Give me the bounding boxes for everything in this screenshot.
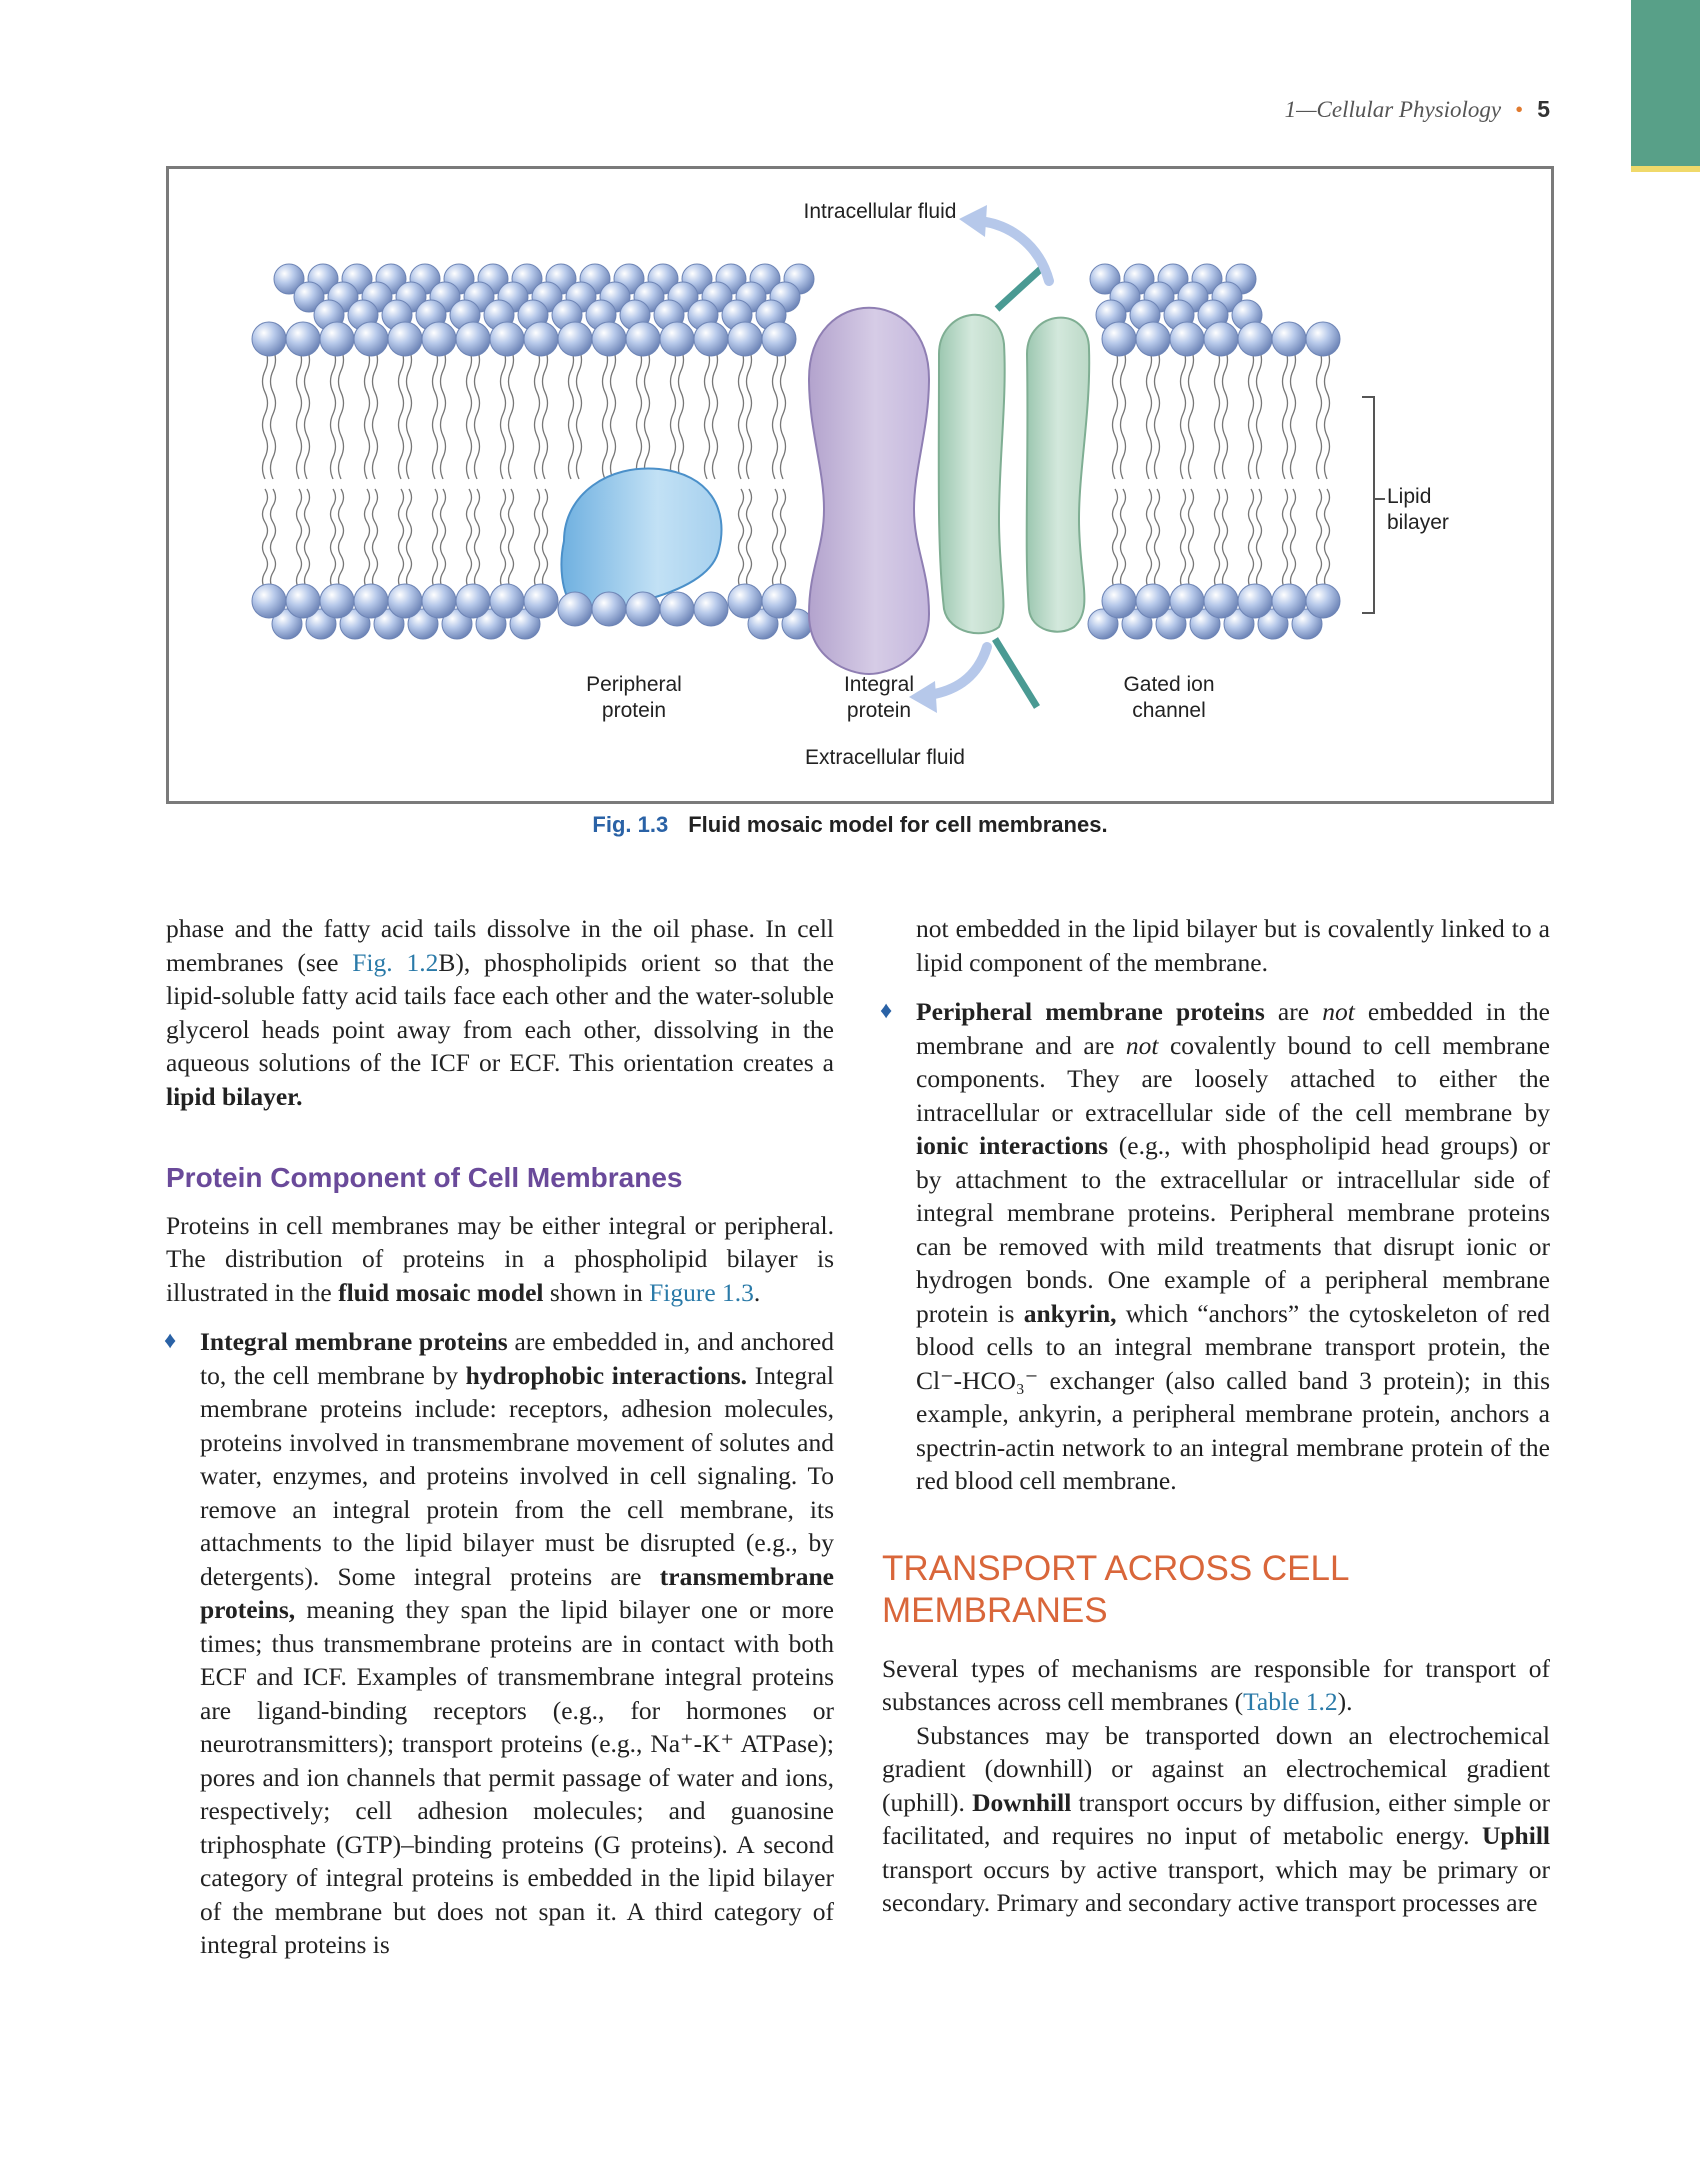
fatty-acid-tail — [781, 489, 786, 589]
phospholipid-head — [456, 322, 490, 356]
text-run: (e.g., with phospholipid head groups) or by attachment to the extracellular or intracellular side of integral membrane proteins. Peripheral membrane proteins can be removed with mild treatments that disrupt ionic or hydrogen bonds. One example of a peripheral membrane protein is — [916, 1131, 1550, 1328]
paragraph-lipid-bilayer — [166, 912, 834, 1113]
fatty-acid-tail — [407, 489, 412, 589]
fatty-acid-tail — [373, 489, 378, 589]
fatty-acid-tail — [433, 349, 438, 479]
phospholipid-head — [1238, 322, 1272, 356]
fatty-acid-tail — [297, 349, 302, 479]
fatty-acid-tail — [1249, 349, 1254, 479]
fatty-acid-tail — [1223, 489, 1228, 589]
phospholipid-head — [1102, 322, 1136, 356]
phospholipid-head — [286, 322, 320, 356]
term-lipid-bilayer: lipid bilayer. — [166, 1081, 303, 1111]
fatty-acid-tail — [399, 349, 404, 479]
phospholipid-head — [1204, 584, 1238, 618]
right-column — [882, 912, 1550, 1920]
phospholipid-head — [456, 584, 490, 618]
emphasis-not: not — [1125, 1030, 1159, 1060]
phospholipid-head — [1102, 584, 1136, 618]
bilayer-label-line2: bilayer — [1387, 511, 1449, 534]
gated-label-line1: Gated ion — [1123, 673, 1215, 696]
fatty-acid-tail — [1257, 349, 1262, 479]
fatty-acid-tail — [569, 349, 574, 479]
text-run: Integral membrane proteins include: receptors, adhesion molecules, proteins involved in transmembrane movement of solutes and water, enzymes, and proteins involved in cell signaling. To remove an integral protein from the cell membrane, its attachments to the lipid bilayer must be disrupted (e.g., by detergents). Some integral proteins are — [200, 1360, 834, 1591]
phospholipid-head — [422, 584, 456, 618]
phospholipid-head — [1170, 584, 1204, 618]
chapter-tab — [1631, 0, 1700, 166]
phospholipid-head — [558, 592, 592, 626]
bullet-integral-proteins — [166, 1325, 834, 1962]
fatty-acid-tail — [679, 349, 684, 479]
term-uphill: Uphill — [1481, 1821, 1550, 1850]
phospholipid-head — [1170, 322, 1204, 356]
phospholipid-head — [694, 322, 728, 356]
fatty-acid-tail — [271, 489, 276, 589]
fatty-acid-tail — [475, 489, 480, 589]
fatty-acid-tail — [1223, 349, 1228, 479]
text-run: transport occurs by active transport, which may be primary or secondary. Primary and secondary active transport processes are — [882, 1854, 1550, 1917]
gated-label-line2: channel — [1132, 699, 1206, 722]
fatty-acid-tail — [339, 349, 344, 479]
fatty-acid-tail — [263, 349, 268, 479]
paragraph-proteins — [166, 1209, 834, 1310]
fatty-acid-tail — [407, 349, 412, 479]
ion-channel-left-subunit — [939, 315, 1005, 633]
phospholipid-head — [524, 584, 558, 618]
phospholipid-head — [1238, 584, 1272, 618]
text-run: embedded in the membrane and are — [916, 997, 1550, 1060]
integral-label-line1: Integral — [843, 673, 915, 696]
integral-label-line2: protein — [846, 699, 912, 722]
term-hydrophobic-interactions: hydrophobic interactions. — [465, 1360, 748, 1390]
phospholipid-head — [694, 592, 728, 626]
fatty-acid-tail — [747, 349, 752, 479]
phospholipid-head — [1136, 584, 1170, 618]
fatty-acid-tail — [467, 349, 472, 479]
fatty-acid-tail — [645, 349, 650, 479]
channel-gate-top — [997, 267, 1043, 309]
text-run: which “anchors” the cytoskeleton of red blood cells to an integral membrane transport protein, the Cl⁻-HCO₃⁻ exchanger (also called band 3 protein); in this example, ankyrin, a peripheral membrane protein, anchors a spectrin-actin network to an integral membrane protein of the red blood cell membrane. — [916, 1298, 1550, 1495]
term-integral-membrane-proteins: Integral membrane proteins — [200, 1327, 508, 1356]
integral-protein-label — [809, 672, 949, 724]
fatty-acid-tail — [365, 349, 370, 479]
text-run: Several types of mechanisms are responsible for transport of substances across cell membranes ( — [882, 1653, 1550, 1716]
phospholipid-head — [660, 592, 694, 626]
fatty-acid-tail — [1317, 489, 1322, 589]
peripheral-protein-shape — [561, 468, 721, 610]
fatty-acid-tail — [773, 349, 778, 479]
peripheral-label-line2: protein — [601, 699, 667, 722]
fatty-acid-tail — [1325, 489, 1330, 589]
phospholipid-head — [626, 592, 660, 626]
phospholipid-head — [320, 584, 354, 618]
phospholipid-head — [1204, 322, 1238, 356]
paragraph-downhill-uphill — [882, 1719, 1550, 1920]
section-heading-protein-component: Protein Component of Cell Membranes — [166, 1162, 683, 1193]
fatty-acid-tail — [773, 489, 778, 589]
phospholipid-head — [592, 592, 626, 626]
chapter-title: 1—Cellular Physiology — [1284, 97, 1502, 122]
phospholipid-head — [388, 322, 422, 356]
text-run: are — [1264, 997, 1323, 1026]
figure-caption-text: Fluid mosaic model for cell membranes. — [688, 812, 1108, 837]
fatty-acid-tail — [305, 349, 310, 479]
phospholipid-head — [728, 584, 762, 618]
text-run: B), phospholipids orient so that the lipid-soluble fatty acid tails face each other and the water-soluble glycerol heads point away from each other, dissolving in the aqueous solutions of the ICF or ECF. This orientation creates a — [166, 947, 834, 1077]
fatty-acid-tail — [603, 349, 608, 479]
peripheral-label-line1: Peripheral — [586, 673, 682, 696]
fatty-acid-tail — [1147, 489, 1152, 589]
term-ankyrin: ankyrin, — [1023, 1298, 1117, 1328]
fatty-acid-tail — [1215, 489, 1220, 589]
term-peripheral-membrane-proteins: Peripheral membrane proteins — [916, 997, 1265, 1026]
text-run: transport occurs by diffusion, either simple or facilitated, and requires no input of metabolic energy. — [882, 1787, 1550, 1850]
text-run: meaning they span the lipid bilayer one or more times; thus transmembrane proteins are in contact with both ECF and ICF. Examples of transmembrane integral proteins are ligand-binding receptors (e.g., for hormones or neurotransmitters); transport proteins (e.g., Na⁺-K⁺ ATPase); pores and ion channels that permit passage of water and ions, respectively; cell adhesion molecules; and guanosine triphosphate (GTP)–binding proteins (G proteins). A second category of integral proteins is embedded in the lipid bilayer of the membrane but does not span it. A third category of integral proteins is — [200, 1595, 834, 1959]
paragraph-transport-mechanisms — [882, 1652, 1550, 1719]
fatty-acid-tail — [509, 349, 514, 479]
text-run: are embedded in, and anchored to, the cell membrane by — [200, 1327, 834, 1390]
phospholipid-head — [762, 322, 796, 356]
fatty-acid-tail — [339, 489, 344, 589]
text-run: phase and the fatty acid tails dissolve in the oil phase. In cell membranes (see — [166, 914, 834, 977]
lipid-tails-back — [263, 489, 1330, 589]
fatty-acid-tail — [331, 349, 336, 479]
left-column — [166, 912, 834, 1962]
fatty-acid-tail — [1291, 489, 1296, 589]
fatty-acid-tail — [331, 489, 336, 589]
phospholipid-head — [762, 584, 796, 618]
heading-line2: MEMBRANES — [882, 1590, 1108, 1630]
text-run: covalently bound to cell membrane components. They are loosely attached to either the intracellular or extracellular side of the cell membrane by — [916, 1030, 1550, 1127]
phospholipid-head — [422, 322, 456, 356]
fatty-acid-tail — [713, 349, 718, 479]
lipid-heads-back — [272, 264, 1322, 639]
intracellular-fluid-label: Intracellular fluid — [803, 200, 957, 223]
fatty-acid-tail — [1215, 349, 1220, 479]
fatty-acid-tail — [543, 489, 548, 589]
gated-ion-channel-label — [1099, 672, 1239, 724]
term-transmembrane-proteins: transmembrane proteins, — [200, 1561, 834, 1624]
fatty-acid-tail — [1317, 349, 1322, 479]
fatty-acid-tail — [705, 349, 710, 479]
phospholipid-head — [592, 322, 626, 356]
fatty-acid-tail — [1189, 349, 1194, 479]
paragraph-peripheral-proteins — [916, 995, 1550, 1498]
fatty-acid-tail — [1155, 489, 1160, 589]
phospholipid-head — [728, 322, 762, 356]
fatty-acid-tail — [535, 489, 540, 589]
heading-line1: TRANSPORT ACROSS CELL — [882, 1548, 1350, 1588]
lipid-tails-front — [263, 349, 1330, 479]
phospholipid-head — [1306, 584, 1340, 618]
fatty-acid-tail — [433, 489, 438, 589]
table-1-2-link[interactable]: Table 1.2 — [1243, 1687, 1338, 1716]
fatty-acid-tail — [263, 489, 268, 589]
phospholipid-head — [490, 584, 524, 618]
bullet-peripheral-proteins — [882, 995, 1550, 1498]
fatty-acid-tail — [305, 489, 310, 589]
term-ionic-interactions: ionic interactions — [916, 1131, 1109, 1160]
text-run: shown in — [543, 1277, 650, 1307]
fatty-acid-tail — [671, 349, 676, 479]
fatty-acid-tail — [747, 489, 752, 589]
fatty-acid-tail — [637, 349, 642, 479]
fatty-acid-tail — [1283, 489, 1288, 589]
section-heading-transport — [882, 1548, 1550, 1632]
paragraph-integral-proteins — [200, 1325, 834, 1962]
diamond-bullet-icon: ♦ — [164, 1328, 177, 1354]
fatty-acid-tail — [399, 489, 404, 589]
chapter-tab-accent — [1631, 166, 1700, 172]
fatty-acid-tail — [1249, 489, 1254, 589]
fatty-acid-tail — [1155, 349, 1160, 479]
phospholipid-head — [558, 322, 592, 356]
figure-caption — [0, 812, 1700, 838]
fatty-acid-tail — [1325, 349, 1330, 479]
fatty-acid-tail — [1121, 489, 1126, 589]
phospholipid-head — [354, 584, 388, 618]
phospholipid-head — [354, 322, 388, 356]
figure-number: Fig. 1.3 — [592, 812, 669, 837]
fatty-acid-tail — [1283, 349, 1288, 479]
lipid-bilayer-label — [1387, 484, 1487, 536]
figure-1-3-link[interactable]: Figure 1.3 — [649, 1277, 754, 1307]
separator-dot: • — [1515, 97, 1524, 122]
figure-membrane-model — [166, 166, 1554, 804]
running-head — [1285, 96, 1550, 123]
fatty-acid-tail — [611, 349, 616, 479]
fatty-acid-tail — [781, 349, 786, 479]
phospholipid-head — [252, 322, 286, 356]
fatty-acid-tail — [1291, 349, 1296, 479]
fatty-acid-tail — [467, 489, 472, 589]
diamond-bullet-icon: ♦ — [880, 998, 893, 1024]
emphasis-not: not — [1322, 997, 1355, 1026]
integral-protein-shape — [809, 308, 929, 674]
bilayer-label-line1: Lipid — [1387, 485, 1432, 508]
text-run: Proteins in cell membranes may be either integral or peripheral. The distribution of proteins in a phospholipid bilayer is illustrated in the — [166, 1210, 834, 1307]
fatty-acid-tail — [739, 349, 744, 479]
text-run: . — [753, 1277, 761, 1307]
paragraph-continued: not embedded in the lipid bilayer but is covalently linked to a lipid component of the membrane. — [916, 914, 1550, 977]
fatty-acid-tail — [271, 349, 276, 479]
peripheral-protein-label — [559, 672, 709, 724]
fatty-acid-tail — [373, 349, 378, 479]
fatty-acid-tail — [1189, 489, 1194, 589]
channel-gate-bottom — [995, 639, 1037, 707]
fatty-acid-tail — [501, 489, 506, 589]
phospholipid-head — [1272, 584, 1306, 618]
fatty-acid-tail — [441, 349, 446, 479]
fatty-acid-tail — [1113, 349, 1118, 479]
fatty-acid-tail — [297, 489, 302, 589]
term-fluid-mosaic-model: fluid mosaic model — [338, 1277, 544, 1307]
ion-channel-right-subunit — [1027, 318, 1090, 632]
fatty-acid-tail — [1121, 349, 1126, 479]
fatty-acid-tail — [543, 349, 548, 479]
phospholipid-head — [490, 322, 524, 356]
fatty-acid-tail — [535, 349, 540, 479]
phospholipid-head — [286, 584, 320, 618]
fatty-acid-tail — [1257, 489, 1262, 589]
fatty-acid-tail — [475, 349, 480, 479]
text-run: ). — [1337, 1687, 1353, 1716]
fatty-acid-tail — [1113, 489, 1118, 589]
fatty-acid-tail — [441, 489, 446, 589]
phospholipid-head — [524, 322, 558, 356]
phospholipid-head — [1272, 322, 1306, 356]
page-number: 5 — [1537, 96, 1550, 122]
fatty-acid-tail — [509, 489, 514, 589]
phospholipid-head — [252, 584, 286, 618]
fatty-acid-tail — [365, 489, 370, 589]
phospholipid-head — [626, 322, 660, 356]
fig-1-2-link[interactable]: Fig. 1.2 — [352, 947, 439, 977]
fatty-acid-tail — [501, 349, 506, 479]
term-downhill: Downhill — [972, 1787, 1072, 1817]
fatty-acid-tail — [1181, 489, 1186, 589]
fatty-acid-tail — [1147, 349, 1152, 479]
bilayer-bracket — [1362, 397, 1385, 613]
text-run: Substances may be transported down an electrochemical gradient (downhill) or against an electrochemical gradient (uphill). — [882, 1720, 1550, 1817]
phospholipid-head — [1136, 322, 1170, 356]
lipid-heads-front — [252, 322, 1340, 626]
phospholipid-head — [388, 584, 422, 618]
fatty-acid-tail — [739, 489, 744, 589]
fatty-acid-tail — [577, 349, 582, 479]
extracellular-fluid-label: Extracellular fluid — [805, 746, 965, 769]
phospholipid-head — [660, 322, 694, 356]
phospholipid-head — [1306, 322, 1340, 356]
phospholipid-head — [320, 322, 354, 356]
fatty-acid-tail — [1181, 349, 1186, 479]
